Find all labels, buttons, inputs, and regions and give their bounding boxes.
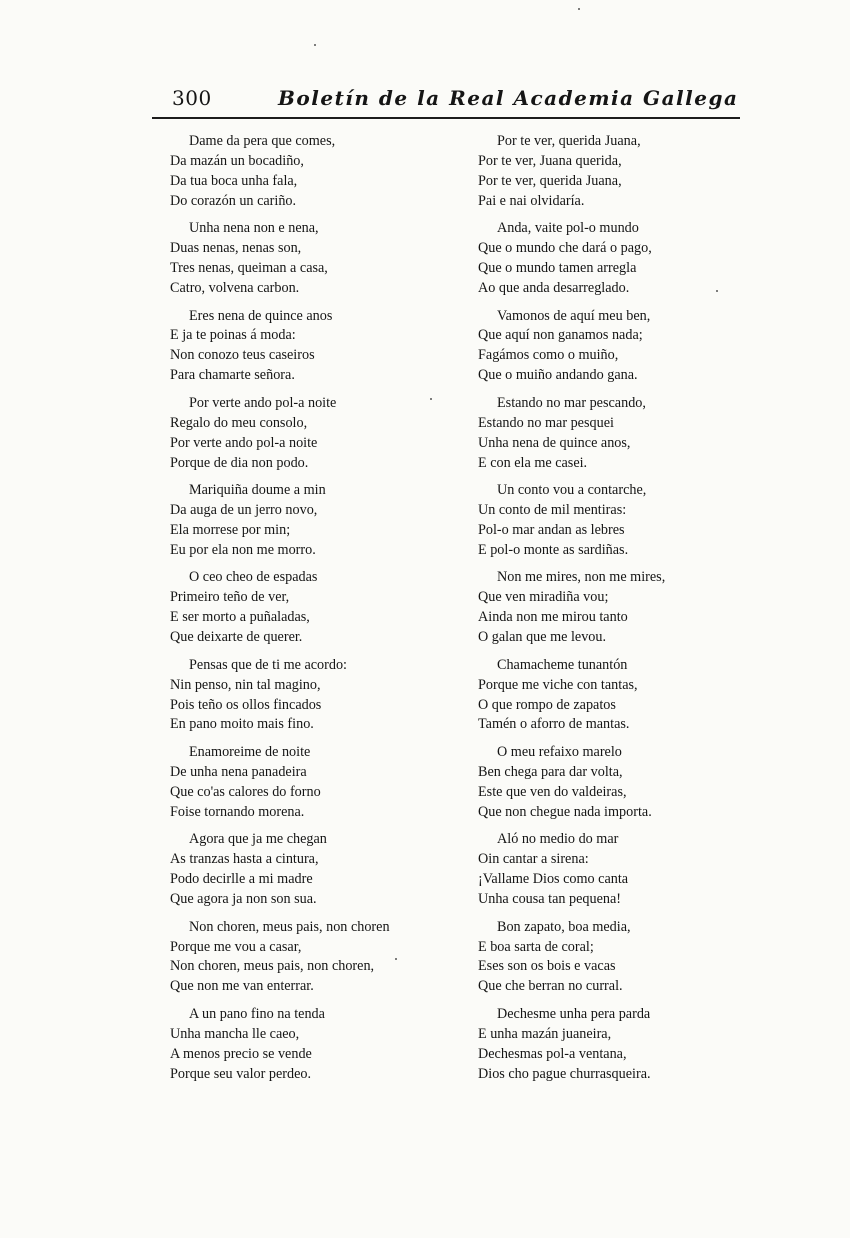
- left-stanza: [170, 568, 460, 655]
- verse-line: Pensas que de ti me acordo:: [189, 656, 347, 673]
- page-header: [160, 82, 740, 116]
- verse-line: E ser morto a puñaladas,: [170, 609, 310, 626]
- verse-line: Catro, volvena carbon.: [170, 279, 300, 296]
- right-stanza: [478, 743, 768, 830]
- verse-line: Por verte ando pol-a noite: [170, 434, 318, 451]
- verse-line: Que o mundo che dará o pago,: [478, 240, 652, 257]
- verse-line: Por te ver, querida Juana,: [497, 133, 641, 149]
- verse-line: Porque seu valor perdeo.: [170, 1065, 312, 1082]
- running-title: Boletín de la Real Academia Gallega: [278, 86, 739, 110]
- verse-line: Duas nenas, nenas son,: [170, 240, 302, 257]
- verse-line: Ela morrese por min;: [170, 521, 291, 538]
- verse-line: En pano moito mais fino.: [170, 716, 314, 733]
- right-stanza: [478, 394, 768, 481]
- verse-line: Dechesmas pol-a ventana,: [478, 1045, 627, 1062]
- scan-speck: [716, 290, 718, 292]
- verse-line: Primeiro teño de ver,: [170, 589, 290, 606]
- verse-line: A menos precio se vende: [170, 1045, 312, 1062]
- verse-line: Que non chegue nada importa.: [478, 803, 652, 820]
- verse-line: O que rompo de zapatos: [478, 696, 616, 713]
- verse-line: Regalo do meu consolo,: [170, 414, 308, 431]
- verse-line: Dechesme unha pera parda: [497, 1005, 651, 1022]
- verse-line: Por verte ando pol-a noite: [189, 394, 337, 411]
- verse-line: Que agora ja non son sua.: [170, 891, 317, 908]
- verse-line: Tres nenas, queiman a casa,: [170, 260, 328, 277]
- verse-line: Un conto de mil mentiras:: [478, 502, 627, 519]
- verse-line: Aló no medio do mar: [497, 831, 619, 848]
- verse-line: Un conto vou a contarche,: [497, 482, 647, 499]
- verse-line: Da auga de un jerro novo,: [170, 502, 318, 519]
- verse-line: Que aquí non ganamos nada;: [478, 327, 643, 344]
- left-stanza: [170, 132, 460, 219]
- verse-line: Por te ver, querida Juana,: [478, 172, 622, 189]
- verse-line: Porque de dia non podo.: [170, 454, 309, 471]
- verse-line: O galan que me levou.: [478, 629, 607, 646]
- verse-line: E unha mazán juaneira,: [478, 1025, 612, 1042]
- verse-line: Unha nena non e nena,: [189, 220, 319, 237]
- verse-line: Ben chega para dar volta,: [478, 763, 623, 780]
- verse-line: Vamonos de aquí meu ben,: [497, 307, 651, 324]
- verse-line: E pol-o monte as sardiñas.: [478, 541, 629, 558]
- verse-line: Pai e nai olvidaría.: [478, 192, 585, 209]
- verse-line: Ao que anda desarreglado.: [478, 279, 630, 296]
- verse-line: Porque me vou a casar,: [170, 938, 302, 955]
- verse-line: Eses son os bois e vacas: [478, 958, 616, 975]
- verse-line: E boa sarta de coral;: [478, 938, 594, 955]
- scan-speck: [578, 8, 580, 10]
- left-stanza: [170, 743, 460, 830]
- verse-line: E con ela me casei.: [478, 454, 588, 471]
- right-column: [478, 132, 768, 1092]
- verse-line: Que o mundo tamen arregla: [478, 260, 637, 277]
- left-stanza: [170, 656, 460, 743]
- verse-line: Pol-o mar andan as lebres: [478, 521, 625, 538]
- right-stanza: [478, 132, 768, 219]
- verse-line: Dios cho pague churrasqueira.: [478, 1065, 651, 1082]
- right-stanza: [478, 1005, 768, 1092]
- right-stanza: [478, 656, 768, 743]
- verse-line: Que co'as calores do forno: [170, 783, 321, 800]
- verse-line: Estando no mar pescando,: [497, 394, 646, 411]
- verse-line: Tamén o aforro de mantas.: [478, 716, 630, 733]
- verse-line: ¡Vallame Dios como canta: [478, 871, 629, 888]
- scan-speck: [430, 398, 432, 400]
- verse-line: Ainda non me mirou tanto: [478, 609, 628, 626]
- verse-line: Fagámos como o muiño,: [478, 347, 619, 364]
- verse-line: Por te ver, Juana querida,: [478, 152, 622, 169]
- verse-line: Agora que ja me chegan: [189, 831, 327, 848]
- verse-line: Non me mires, non me mires,: [497, 569, 666, 586]
- verse-line: Unha mancha lle caeo,: [170, 1025, 300, 1042]
- right-stanza: [478, 481, 768, 568]
- right-stanza: [478, 568, 768, 655]
- left-stanza: [170, 481, 460, 568]
- verse-line: Para chamarte señora.: [170, 367, 295, 384]
- verse-line: Unha cousa tan pequena!: [478, 891, 621, 908]
- verse-line: Que che berran no curral.: [478, 978, 623, 995]
- verse-line: Mariquiña doume a min: [189, 482, 326, 499]
- verse-line: Bon zapato, boa media,: [497, 918, 631, 935]
- left-stanza: [170, 830, 460, 917]
- verse-line: Unha nena de quince anos,: [478, 434, 631, 451]
- left-stanza: [170, 219, 460, 306]
- left-column: [170, 132, 460, 1092]
- page-number: 300: [172, 86, 212, 110]
- verse-line: Que non me van enterrar.: [170, 978, 314, 995]
- verse-line: Enamoreime de noite: [189, 744, 311, 761]
- scan-speck: [395, 958, 397, 960]
- verse-line: Que deixarte de querer.: [170, 629, 303, 646]
- verse-line: Chamacheme tunantón: [497, 656, 628, 673]
- verse-line: Que ven miradiña vou;: [478, 589, 609, 606]
- verse-line: Pois teño os ollos fincados: [170, 696, 322, 713]
- right-stanza: [478, 918, 768, 1005]
- scan-speck: [314, 44, 316, 46]
- verse-line: As tranzas hasta a cintura,: [170, 851, 319, 868]
- left-stanza: [170, 307, 460, 394]
- left-stanza: [170, 918, 460, 1005]
- verse-line: Da mazán un bocadiño,: [170, 152, 304, 169]
- verse-line: O ceo cheo de espadas: [189, 569, 318, 586]
- verse-line: Estando no mar pesquei: [478, 414, 614, 431]
- right-stanza: [478, 830, 768, 917]
- verse-line: Non choren, meus pais, non choren,: [170, 958, 375, 975]
- verse-line: Non conozo teus caseiros: [170, 347, 315, 364]
- verse-line: Foise tornando morena.: [170, 803, 305, 820]
- verse-line: Eu por ela non me morro.: [170, 541, 316, 558]
- verse-line: Do corazón un cariño.: [170, 192, 297, 209]
- verse-line: Eres nena de quince anos: [189, 307, 333, 324]
- right-stanza: [478, 219, 768, 306]
- left-stanza: [170, 1005, 460, 1092]
- header-rule: [152, 117, 740, 119]
- left-stanza: [170, 394, 460, 481]
- verse-line: Oin cantar a sirena:: [478, 851, 589, 868]
- right-stanza: [478, 307, 768, 394]
- verse-line: Que o muiño andando gana.: [478, 367, 638, 384]
- verse-line: O meu refaixo marelo: [497, 744, 622, 761]
- verse-line: Este que ven do valdeiras,: [478, 783, 627, 800]
- verse-line: E ja te poinas á moda:: [170, 327, 296, 344]
- verse-line: Porque me viche con tantas,: [478, 676, 638, 693]
- verse-line: Anda, vaite pol-o mundo: [497, 220, 639, 237]
- verse-line: Nin penso, nin tal magino,: [170, 676, 321, 693]
- verse-line: De unha nena panadeira: [170, 763, 307, 780]
- verse-line: A un pano fino na tenda: [189, 1005, 325, 1022]
- verse-line: Podo decirlle a mi madre: [170, 871, 313, 888]
- verse-line: Da tua boca unha fala,: [170, 172, 298, 189]
- verse-line: Non choren, meus pais, non choren: [189, 918, 390, 935]
- verse-line: Dame da pera que comes,: [189, 133, 336, 149]
